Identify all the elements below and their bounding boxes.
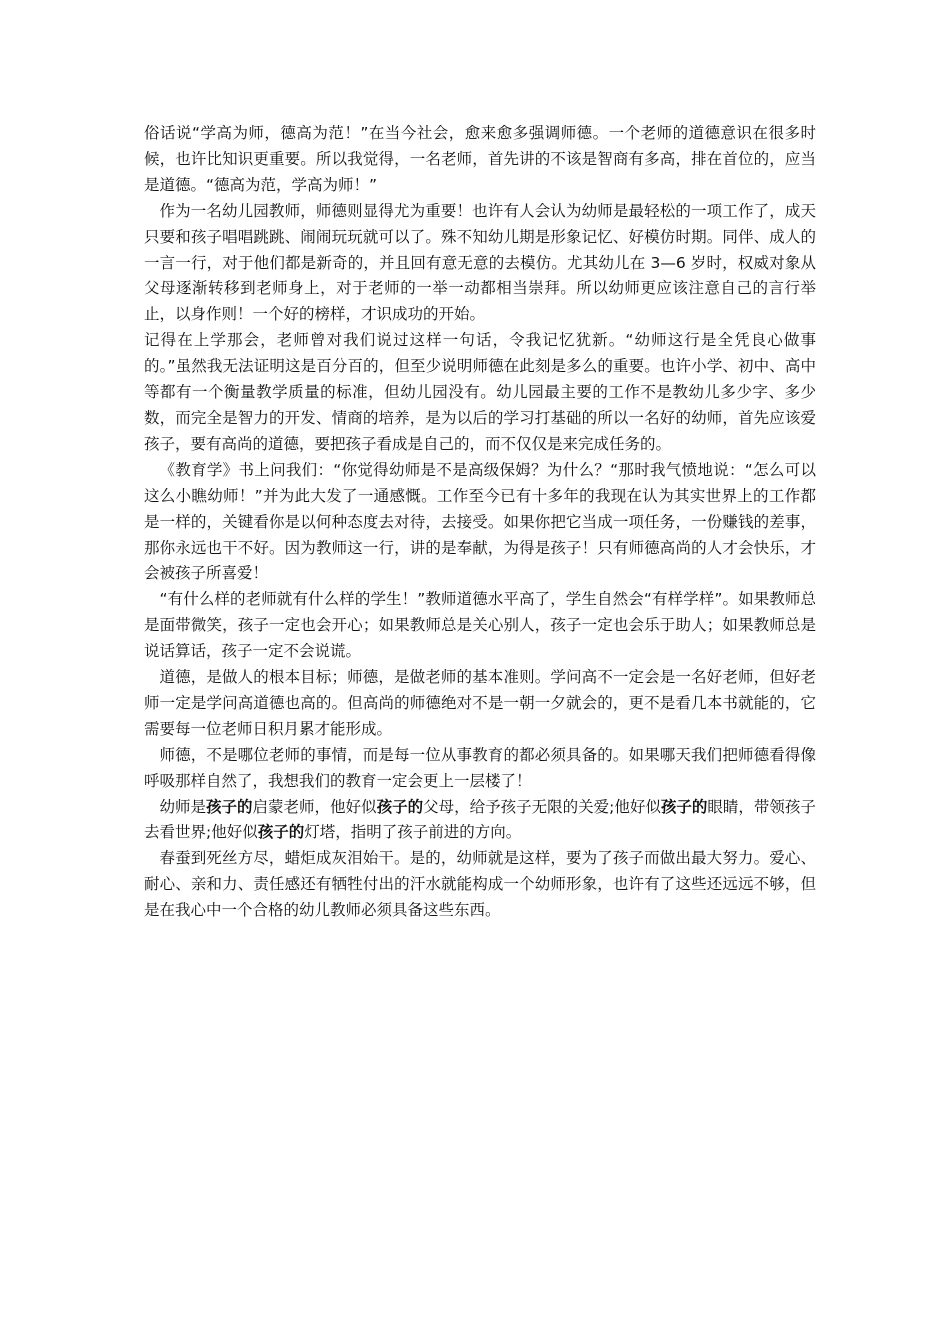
paragraph-9: 春蚕到死丝方尽，蜡炬成灰泪始干。是的，幼师就是这样，要为了孩子而做出最大努力。爱心、耐心、亲和力、责任感还有牺牲付出的汗水就能构成一个幼师形象，也许有了这些还远远不够，但是在我心中一个合格的幼儿教师必须具备这些东西。 bbox=[144, 849, 816, 920]
paragraph-8-bold-1: 孩子的 bbox=[206, 797, 253, 816]
paragraph-8-seg-2: 启蒙老师，他好似 bbox=[252, 797, 377, 816]
document-body bbox=[144, 121, 816, 924]
paragraph-6: 道德，是做人的根本目标；师德，是做老师的基本准则。学问高不一定会是一名好老师，但好老师一定是学问高道德也高的。但高尚的师德绝对不是一朝一夕就会的，更不是看几本书就能的，它需要每一位老师日积月累才能形成。 bbox=[144, 668, 816, 738]
paragraph-7: 师德，不是哪位老师的事情，而是每一位从事教育的都必须具备的。如果哪天我们把师德看得像呼吸那样自然了，我想我们的教育一定会更上一层楼了！ bbox=[144, 745, 816, 790]
paragraph-2: 作为一名幼儿园教师，师德则显得尤为重要！也许有人会认为幼师是最轻松的一项工作了，成天只要和孩子唱唱跳跳、闹闹玩玩就可以了。殊不知幼儿期是形象记忆、好模仿时期。同伴、成人的一言一行，对于他们都是新奇的，并且回有意无意的去模仿。尤其幼儿在 3—6 岁时，权威对象从父母逐渐转移到老师身上，对于老师的一举一动都相当崇拜。所以幼师更应该注意自己的言行举止，以身作则！一个好的榜样，才识成功的开始。 bbox=[144, 201, 816, 324]
paragraph-3: 记得在上学那会，老师曾对我们说过这样一句话，令我记忆犹新。“幼师这行是全凭良心做事的。”虽然我无法证明这是百分百的，但至少说明师德在此刻是多么的重要。也许小学、初中、高中等都有一个衡量教学质量的标准，但幼儿园没有。幼儿园最主要的工作不是教幼儿多少字、多少数，而完全是智力的开发、情商的培养，是为以后的学习打基础的所以一名好的幼师，首先应该爱孩子，要有高尚的道德，要把孩子看成是自己的，而不仅仅是来完成任务的。 bbox=[144, 331, 816, 453]
paragraph-8-bold-4: 孩子的 bbox=[257, 823, 305, 842]
paragraph-8-seg-3: 父母，给予孩子无限的关爱;他好似 bbox=[423, 797, 661, 816]
paragraph-8-bold-3: 孩子的 bbox=[660, 797, 708, 816]
paragraph-8-seg-5: 灯塔，指明了孩子前进的方向。 bbox=[304, 823, 522, 842]
paragraph-4: 《教育学》书上问我们：“你觉得幼师是不是高级保姆？为什么？“那时我气愤地说：“怎么可以这么小瞧幼师！”并为此大发了一通感慨。工作至今已有十多年的我现在认为其实世界上的工作都是一样的，关键看你是以何种态度去对待，去接受。如果你把它当成一项任务，一份赚钱的差事，那你永远也干不好。因为教师这一行，讲的是奉献，为得是孩子！只有师德高尚的人才会快乐，才会被孩子所喜爱！ bbox=[144, 460, 816, 583]
paragraph-8-seg-4: 眼睛，带领孩子去看世界;他好似 bbox=[144, 797, 816, 842]
paragraph-8-bold-2: 孩子的 bbox=[376, 797, 424, 816]
paragraph-5: “有什么样的老师就有什么样的学生！”教师道德水平高了，学生自然会“有样学样”。如果教师总是面带微笑，孩子一定也会开心；如果教师总是关心别人，孩子一定也会乐于助人；如果教师总是说话算话，孩子一定不会说谎。 bbox=[144, 590, 816, 661]
paragraph-8-seg-1: 幼师是 bbox=[159, 797, 207, 816]
paragraph-8 bbox=[144, 795, 816, 847]
paragraph-1: 俗话说“学高为师，德高为范！”在当今社会，愈来愈多强调师德。一个老师的道德意识在很多时候，也许比知识更重要。所以我觉得，一名老师，首先讲的不该是智商有多高，排在首位的，应当是道德。“德高为范，学高为师！” bbox=[144, 124, 816, 194]
